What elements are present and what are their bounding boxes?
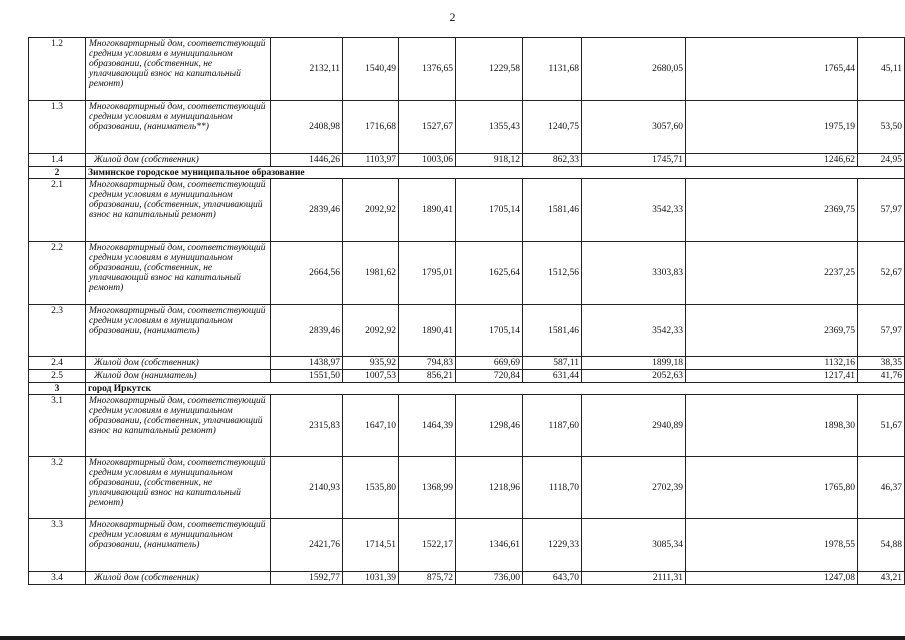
value-cell: 2315,83 [271, 395, 343, 457]
value-cell: 1346,61 [456, 519, 523, 572]
value-cell: 3057,60 [582, 101, 686, 154]
value-cell: 1229,33 [523, 519, 582, 572]
value-cell: 1765,44 [686, 38, 858, 101]
value-cell: 1103,97 [343, 154, 399, 167]
value-cell: 1714,51 [343, 519, 399, 572]
value-cell: 43,21 [858, 572, 905, 585]
value-cell: 1978,55 [686, 519, 858, 572]
row-number: 3.1 [29, 395, 86, 457]
page-number: 2 [449, 10, 456, 24]
row-number: 3.2 [29, 457, 86, 519]
value-cell: 1218,96 [456, 457, 523, 519]
value-cell: 2140,93 [271, 457, 343, 519]
value-cell: 2237,25 [686, 242, 858, 305]
value-cell: 1899,18 [582, 357, 686, 370]
value-cell: 2369,75 [686, 305, 858, 357]
value-cell: 1132,16 [686, 357, 858, 370]
row-number: 2.3 [29, 305, 86, 357]
value-cell: 1975,19 [686, 101, 858, 154]
value-cell: 2369,75 [686, 179, 858, 242]
section-row [29, 383, 905, 395]
section-number: 2 [29, 167, 86, 179]
value-cell: 2940,89 [582, 395, 686, 457]
value-cell: 1592,77 [271, 572, 343, 585]
value-cell: 1705,14 [456, 179, 523, 242]
value-cell: 2664,56 [271, 242, 343, 305]
section-title: Зиминское городское муниципальное образование [86, 167, 905, 179]
value-cell: 631,44 [523, 370, 582, 383]
value-cell: 3303,83 [582, 242, 686, 305]
value-cell: 1298,46 [456, 395, 523, 457]
value-cell: 794,83 [399, 357, 456, 370]
value-cell: 1131,68 [523, 38, 582, 101]
value-cell: 1898,30 [686, 395, 858, 457]
value-cell: 1581,46 [523, 305, 582, 357]
value-cell: 1581,46 [523, 179, 582, 242]
row-number: 2.2 [29, 242, 86, 305]
value-cell: 856,21 [399, 370, 456, 383]
value-cell: 1890,41 [399, 305, 456, 357]
row-number: 2.1 [29, 179, 86, 242]
value-cell: 1705,14 [456, 305, 523, 357]
table-row [29, 519, 905, 572]
value-cell: 1247,08 [686, 572, 858, 585]
table-row [29, 572, 905, 585]
value-cell: 1240,75 [523, 101, 582, 154]
row-description: Многоквартирный дом, соответствующий средним условиям в муниципальном образовании, (наниматель) [86, 305, 271, 357]
value-cell: 1625,64 [456, 242, 523, 305]
value-cell: 52,67 [858, 242, 905, 305]
table-row [29, 395, 905, 457]
value-cell: 1981,62 [343, 242, 399, 305]
value-cell: 1890,41 [399, 179, 456, 242]
table-row [29, 457, 905, 519]
value-cell: 1003,06 [399, 154, 456, 167]
row-description: Многоквартирный дом, соответствующий средним условиям в муниципальном образовании, (собственник, уплачивающий взнос на капитальный ремонт) [86, 395, 271, 457]
value-cell: 2421,76 [271, 519, 343, 572]
value-cell: 3542,33 [582, 305, 686, 357]
value-cell: 1446,26 [271, 154, 343, 167]
value-cell: 51,67 [858, 395, 905, 457]
value-cell: 41,76 [858, 370, 905, 383]
value-cell: 1229,58 [456, 38, 523, 101]
value-cell: 1551,50 [271, 370, 343, 383]
value-cell: 2092,92 [343, 305, 399, 357]
value-cell: 2052,63 [582, 370, 686, 383]
value-cell: 2092,92 [343, 179, 399, 242]
row-description: Многоквартирный дом, соответствующий средним условиям в муниципальном образовании, (наниматель**) [86, 101, 271, 154]
value-cell: 1438,97 [271, 357, 343, 370]
value-cell: 1217,41 [686, 370, 858, 383]
value-cell: 2839,46 [271, 179, 343, 242]
row-number: 1.2 [29, 38, 86, 101]
value-cell: 3085,34 [582, 519, 686, 572]
row-description: Жилой дом (собственник) [86, 357, 271, 370]
value-cell: 2702,39 [582, 457, 686, 519]
value-cell: 875,72 [399, 572, 456, 585]
value-cell: 1031,39 [343, 572, 399, 585]
value-cell: 1647,10 [343, 395, 399, 457]
value-cell: 53,50 [858, 101, 905, 154]
value-cell: 1795,01 [399, 242, 456, 305]
value-cell: 862,33 [523, 154, 582, 167]
table-row [29, 242, 905, 305]
row-description: Жилой дом (наниматель) [86, 370, 271, 383]
row-number: 1.4 [29, 154, 86, 167]
value-cell: 1368,99 [399, 457, 456, 519]
value-cell: 54,88 [858, 519, 905, 572]
value-cell: 57,97 [858, 179, 905, 242]
value-cell: 2132,11 [271, 38, 343, 101]
row-description: Многоквартирный дом, соответствующий средним условиям в муниципальном образовании, (наниматель) [86, 519, 271, 572]
row-description: Многоквартирный дом, соответствующий средним условиям в муниципальном образовании, (собственник, не уплачивающий взнос на капитальный ремонт) [86, 38, 271, 101]
value-cell: 918,12 [456, 154, 523, 167]
value-cell: 1540,49 [343, 38, 399, 101]
value-cell: 46,37 [858, 457, 905, 519]
value-cell: 57,97 [858, 305, 905, 357]
tariff-table [28, 37, 905, 585]
table-row [29, 179, 905, 242]
value-cell: 736,00 [456, 572, 523, 585]
table-row [29, 38, 905, 101]
row-description: Многоквартирный дом, соответствующий средним условиям в муниципальном образовании, (собственник, не уплачивающий взнос на капитальный ремонт) [86, 457, 271, 519]
value-cell: 1527,67 [399, 101, 456, 154]
value-cell: 935,92 [343, 357, 399, 370]
value-cell: 1512,56 [523, 242, 582, 305]
value-cell: 2408,98 [271, 101, 343, 154]
value-cell: 587,11 [523, 357, 582, 370]
value-cell: 1716,68 [343, 101, 399, 154]
value-cell: 45,11 [858, 38, 905, 101]
value-cell: 643,70 [523, 572, 582, 585]
row-number: 3.4 [29, 572, 86, 585]
section-title: город Иркутск [86, 383, 905, 395]
value-cell: 1376,65 [399, 38, 456, 101]
value-cell: 3542,33 [582, 179, 686, 242]
section-row [29, 167, 905, 179]
value-cell: 1118,70 [523, 457, 582, 519]
row-number: 1.3 [29, 101, 86, 154]
value-cell: 1187,60 [523, 395, 582, 457]
row-description: Многоквартирный дом, соответствующий средним условиям в муниципальном образовании, (собственник, не уплачивающий взнос на капитальный ремонт) [86, 242, 271, 305]
value-cell: 1745,71 [582, 154, 686, 167]
section-number: 3 [29, 383, 86, 395]
value-cell: 1765,80 [686, 457, 858, 519]
value-cell: 2839,46 [271, 305, 343, 357]
row-number: 3.3 [29, 519, 86, 572]
value-cell: 2680,05 [582, 38, 686, 101]
row-number: 2.5 [29, 370, 86, 383]
table-row [29, 154, 905, 167]
value-cell: 38,35 [858, 357, 905, 370]
value-cell: 1522,17 [399, 519, 456, 572]
value-cell: 1464,39 [399, 395, 456, 457]
value-cell: 1535,80 [343, 457, 399, 519]
row-number: 2.4 [29, 357, 86, 370]
value-cell: 1246,62 [686, 154, 858, 167]
scan-bottom-edge [0, 636, 905, 640]
value-cell: 669,69 [456, 357, 523, 370]
row-description: Жилой дом (собственник) [86, 154, 271, 167]
row-description: Жилой дом (собственник) [86, 572, 271, 585]
value-cell: 24,95 [858, 154, 905, 167]
value-cell: 1007,53 [343, 370, 399, 383]
value-cell: 1355,43 [456, 101, 523, 154]
value-cell: 720,84 [456, 370, 523, 383]
row-description: Многоквартирный дом, соответствующий средним условиям в муниципальном образовании, (собственник, уплачивающий взнос на капитальный ремонт) [86, 179, 271, 242]
table-row [29, 101, 905, 154]
table-row [29, 370, 905, 383]
table-row [29, 305, 905, 357]
table-row [29, 357, 905, 370]
table-body [29, 38, 905, 585]
value-cell: 2111,31 [582, 572, 686, 585]
